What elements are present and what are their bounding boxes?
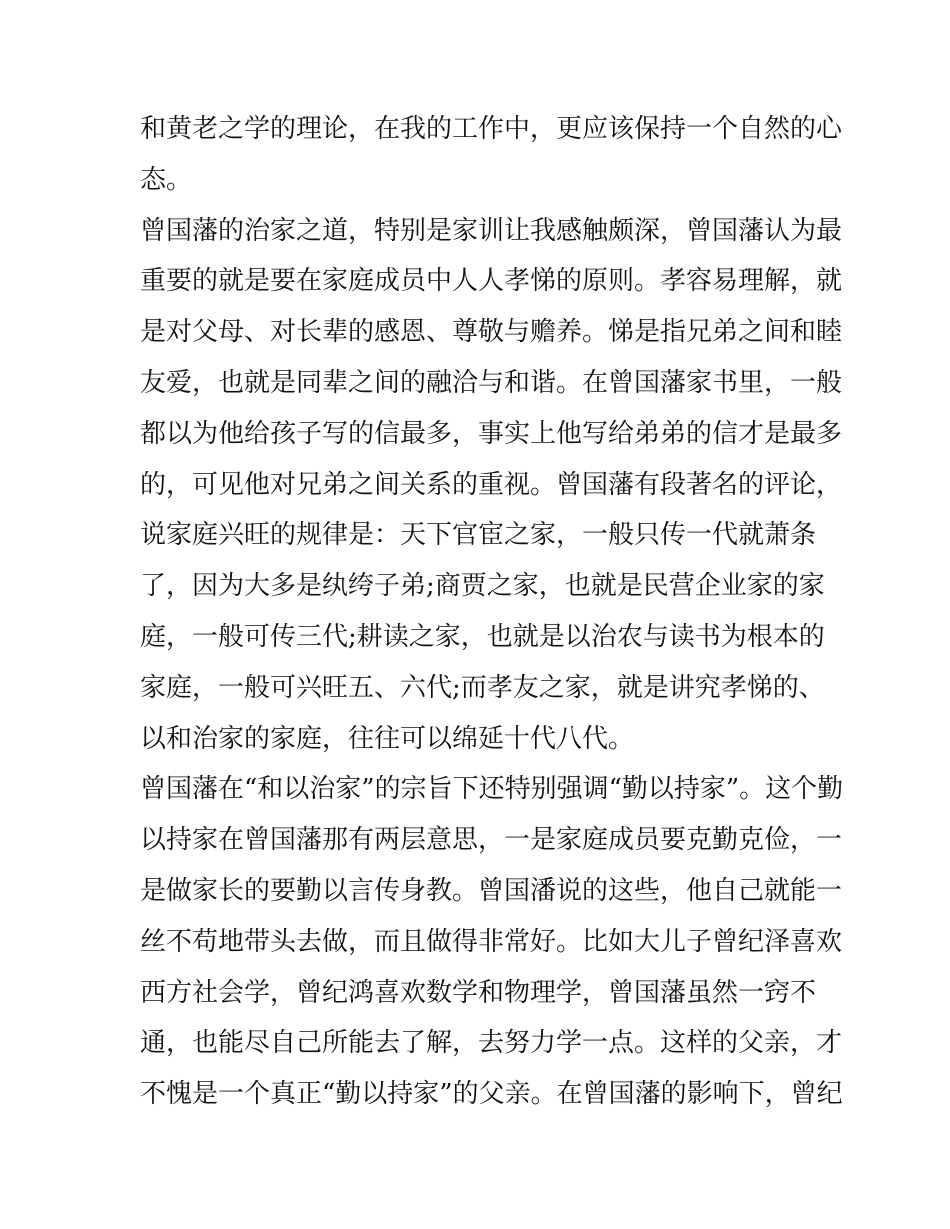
text-line: 家庭，一般可兴旺五、六代;而孝友之家，就是讲究孝悌的、 [140, 672, 825, 703]
text-line: 友爱，也就是同辈之间的融洽与和谐。在曾国藩家书里，一般 [140, 367, 843, 398]
document-body [140, 104, 844, 1120]
text-line: 曾国藩在“和以治家”的宗旨下还特别强调“勤以持家”。这个勤 [140, 774, 844, 805]
text-line: 是做家长的要勤以言传身教。曾国潘说的这些，他自己就能一 [140, 875, 843, 906]
text-line: 是对父母、对长辈的感恩、尊敬与赡养。悌是指兄弟之间和睦 [140, 317, 843, 348]
text-line: 以和治家的家庭，往往可以绵延十代八代。 [140, 723, 635, 754]
text-line: 态。 [140, 164, 193, 195]
text-line: 说家庭兴旺的规律是：天下官宦之家，一般只传一代就萧条 [140, 520, 817, 551]
text-line: 都以为他给孩子写的信最多，事实上他写给弟弟的信才是最多 [140, 418, 843, 449]
text-line: 以持家在曾国藩那有两层意思，一是家庭成员要克勤克俭，一 [140, 825, 843, 856]
text-line: 和黄老之学的理论，在我的工作中，更应该保持一个自然的心 [140, 114, 843, 144]
text-line: 西方社会学，曾纪鸿喜欢数学和物理学，曾国藩虽然一窍不 [140, 977, 817, 1008]
text-line: 曾国藩的治家之道，特别是家训让我感触颇深，曾国藩认为最 [140, 215, 843, 246]
text-line: 重要的就是要在家庭成员中人人孝悌的原则。孝容易理解，就 [140, 266, 843, 297]
text-line: 庭，一般可传三代;耕读之家，也就是以治农与读书为根本的 [140, 621, 825, 652]
text-line: 不愧是一个真正“勤以持家”的父亲。在曾国藩的影响下，曾纪 [140, 1079, 843, 1110]
text-line: 通，也能尽自己所能去了解，去努力学一点。这样的父亲，才 [140, 1028, 843, 1059]
text-line: 的，可见他对兄弟之间关系的重视。曾国藩有段著名的评论， [140, 469, 843, 500]
text-line: 丝不苟地带头去做，而且做得非常好。比如大儿子曾纪泽喜欢 [140, 926, 843, 957]
text-line: 了，因为大多是纨绔子弟;商贾之家，也就是民营企业家的家 [140, 571, 825, 602]
